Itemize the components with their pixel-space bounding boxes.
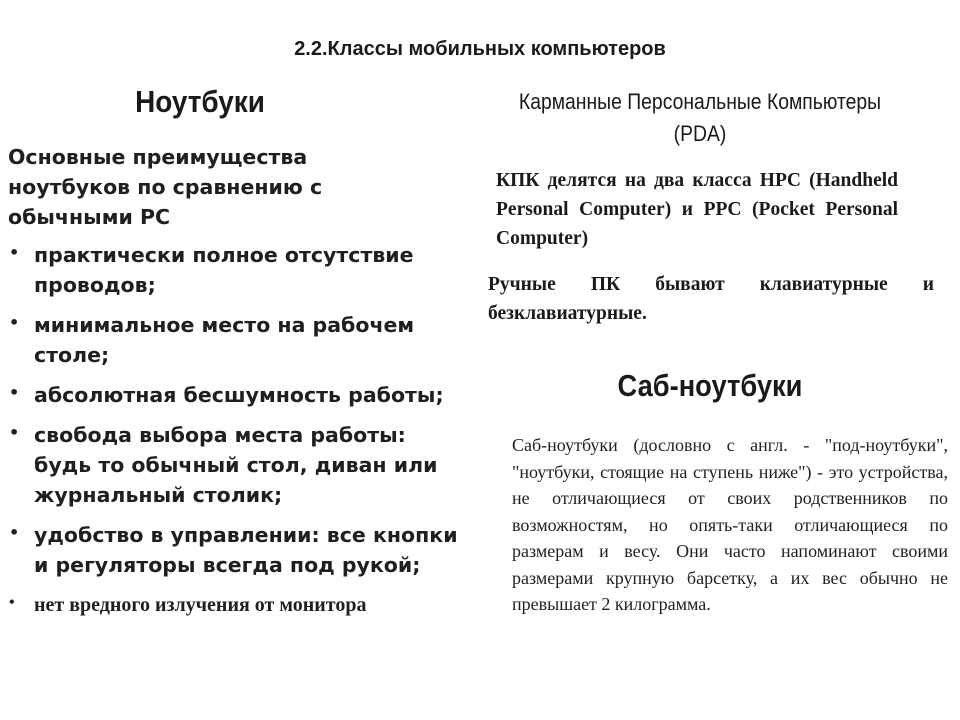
notebooks-heading: Ноутбуки [135,84,265,119]
pda-classes-paragraph: КПК делятся на два класса HPC (Handheld Personal Computer) и PPC (Pocket Personal Computer) [496,170,898,249]
list-item [8,520,458,580]
list-item [8,590,458,620]
advantage-text: удобство в управлении: все кнопки и регуляторы всегда под рукой; [34,523,458,577]
list-item [8,380,458,410]
pda-heading [489,86,911,150]
advantage-text: практически полное отсутствие проводов; [34,243,414,297]
advantages-intro: Основные преимущества ноутбуков по сравнению с обычными PC [8,145,323,229]
bullet-icon: • [9,243,20,262]
bullet-icon: • [9,313,20,332]
subnotebooks-paragraph: Саб-ноутбуки (дословно с англ. - "под-ноутбуки", "ноутбуки, стоящие на ступень ниже") - это устройства, не отличающиеся от своих родственников по возможностям, но опять-таки отличающиеся по размерам и весу. Они часто напоминают своими размерами крупную барсетку, а их вес обычно не превышает 2 килограмма. [512,435,948,614]
advantages-list [8,240,458,630]
pda-keyboard-paragraph: Ручные ПК бывают клавиатурные и безклавиатурные. [488,274,934,324]
slide-title: 2.2.Классы мобильных компьютеров [294,38,666,60]
list-item [8,240,458,300]
subnotebooks-heading: Саб-ноутбуки [617,368,803,403]
pda-heading-line: Карманные Персональные Компьютеры [518,89,882,114]
bullet-icon: • [9,523,20,542]
list-item [8,420,458,510]
advantage-text: нет вредного излучения от монитора [34,594,367,616]
bullet-icon: • [9,423,20,442]
pda-heading-abbr: (PDA) [673,121,727,146]
bullet-icon: • [9,594,15,611]
advantage-text: абсолютная бесшумность работы; [34,383,444,407]
list-item [8,310,458,370]
advantage-text: свобода выбора места работы: будь то обычный стол, диван или журнальный столик; [34,423,438,507]
bullet-icon: • [9,383,20,402]
advantage-text: минимальное место на рабочем столе; [34,313,415,367]
